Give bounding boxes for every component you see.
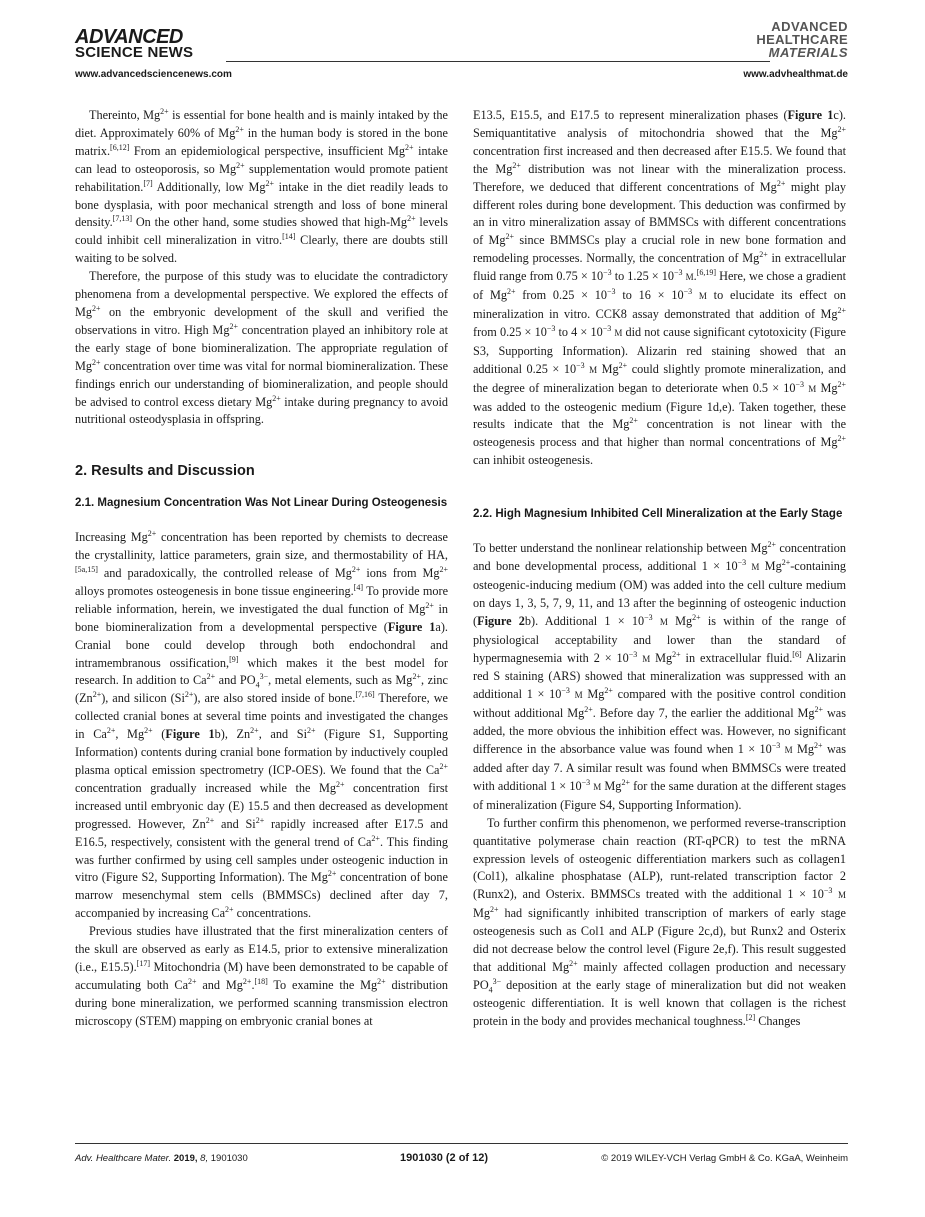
publisher-url[interactable]: www.advancedsciencenews.com xyxy=(75,69,232,80)
left-column xyxy=(75,107,448,1031)
header-rule xyxy=(226,61,770,62)
subsection-title-2-1: 2.1. Magnesium Concentration Was Not Linear During Osteogenesis xyxy=(75,497,448,510)
subsection-title-2-2: 2.2. High Magnesium Inhibited Cell Mineralization at the Early Stage xyxy=(473,508,843,521)
footer-article: 1901030 xyxy=(210,1153,248,1164)
journal-logo xyxy=(756,20,848,59)
footer-citation xyxy=(75,1153,248,1164)
left-paragraph-4: Previous studies have illustrated that the first mineralization centers of the skull are observed as early as E14.5, prior to extensive mineralization (i.e., E15.5).[17] Mitochondria (M) have been demonstrated to be capable of accumulating both $Ca^{2+}$ and $Mg^{2+}.[18]$ To examine the $Mg^{2+}$ distribution during bone mineralization, we performed scanning transmission electron microscopy (STEM) mapping on embryonic cranial bones at xyxy=(75,924,449,1028)
footer-copyright: © 2019 WILEY-VCH Verlag GmbH & Co. KGaA, Weinheim xyxy=(601,1153,848,1164)
journal-logo-line2: HEALTHCARE xyxy=(756,32,848,47)
right-paragraph-1: E13.5, E15.5, and E17.5 to represent mineralization phases (Figure 1c). Semiquantitative analysis of mitochondria showed that the $Mg^{2+}$ concentration first increased and then decreased after E15.5. We found that the $Mg^{2+}$ distribution was not linear with the mineralization process. Therefore, we deduced that different concentrations of $Mg^{2+}$ might play different roles during bone development. This deduction was confirmed by an in vitro mineralization assay of BMMSCs with different concentrations of $Mg^{2+}$ since BMMSCs play a crucial role in new bone formation and remodeling processes. Normally, the concentration of $Mg^{2+}$ in extracellular fluid range from $0.75 \times 10^{-3}$ to $1.25 \times 10^{-3}$ M.[6,19] Here, we chose a gradient of $Mg^{2+}$ from $0.25 \times 10^{-3}$ to $16 \times 10^{-3}$ M to elucidate its effect on mineralization in vitro. CCK8 assay demonstrated that addition of $Mg^{2+}$ from $0.25 \times 10^{-3}$ to $4 \times 10^{-3}$ M did not cause significant cytotoxicity (Figure S3, Supporting Information). Alizarin red staining showed that an additional $0.25 \times 10^{-3}$ M $Mg^{2+}$ could slightly promote mineralization, and the degree of mineralization began to deteriorate when $0.5 \times 10^{-3}$ M $Mg^{2+}$ was added to the osteogenic medium (Figure 1d,e). Taken together, these results indicate that the $Mg^{2+}$ concentration is not linear with the osteogenesis process and that higher than normal concentrations of $Mg^{2+}$ can inhibit osteogenesis. xyxy=(473,108,847,468)
publisher-logo-line1: ADVANCED xyxy=(75,26,183,48)
left-paragraph-2: Therefore, the purpose of this study was to elucidate the contradictory phenomena from a developmental perspective. We explored the effects of $Mg^{2+}$ on the embryonic development of the skull and verified the observations in vitro. High $Mg^{2+}$ concentration played an inhibitory role at the early stage of bone biomineralization. The appropriate regulation of $Mg^{2+}$ concentration over time was vital for normal biomineralization. These findings enrich our understanding of biomineralization, and people should be advised to control excess dietary $Mg^{2+}$ intake during pregnancy to avoid nutritional osteodysplasia in offspring. xyxy=(75,269,448,427)
footer-volume: 8, xyxy=(200,1153,209,1164)
footer-journal: Adv. Healthcare Mater. xyxy=(75,1153,172,1164)
section-title: 2. Results and Discussion xyxy=(75,463,255,480)
journal-url[interactable]: www.advhealthmat.de xyxy=(743,69,848,80)
left-paragraph-3: Increasing $Mg^{2+}$ concentration has been reported by chemists to decrease the crystallinity, lattice parameters, grain size, and thermostability of HA,[5a,15] and paradoxically, the controlled release of $Mg^{2+}$ ions from $Mg^{2+}$ alloys promotes osteogenesis in bone tissue engineering.[4] To provide more reliable information, herein, we investigated the dual function of $Mg^{2+}$ in bone biomineralization from a developmental perspective (Figure 1a). Cranial bone could develop through both endochondral and intramembranous ossification,[9] which makes it the best model for research. In addition to $Ca^{2+}$ and $PO_4^{3-}$, metal elements, such as $Mg^{2+}$, zinc $(Zn^{2+})$, and silicon $(Si^{2+})$, are also stored inside of bone.[7,16] Therefore, we collected cranial bones at several time points and investigated the changes in $Ca^{2+}$, $Mg^{2+}$ (Figure 1b), $Zn^{2+}$, and $Si^{2+}$ (Figure S1, Supporting Information) contents during cranial bone formation by inductively coupled plasma optical emission spectrometry (ICP-OES). We found that the $Ca^{2+}$ concentration gradually increased while the $Mg^{2+}$ concentration first increased until embryonic day (E) 15.5 and then decreased as development progressed. However, $Zn^{2+}$ and $Si^{2+}$ rapidly increased after E17.5 and E16.5, respectively, consistent with the general trend of $Ca^{2+}$. This finding was further confirmed by using cell samples under osteogenic induction in vitro (Figure S2, Supporting Information). The $Mg^{2+}$ concentration of bone marrow mesenchymal stem cells (BMMSCs) declined after day 7, accompanied by increasing $Ca^{2+}$ concentrations. xyxy=(75,529,449,921)
right-column xyxy=(473,107,846,1031)
publisher-logo xyxy=(75,26,194,61)
journal-logo-line1: ADVANCED xyxy=(771,19,848,34)
journal-logo-line3: MATERIALS xyxy=(768,45,848,60)
publisher-logo-line2: SCIENCE NEWS xyxy=(75,44,194,61)
page-number: 1901030 (2 of 12) xyxy=(400,1152,489,1164)
right-paragraph-2: To better understand the nonlinear relationship between $Mg^{2+}$ concentration and bone developmental process, additional $1 \times 10^{-3}$ M $Mg^{2+}$-containing osteogenic-inducing medium (OM) was added into the cell culture medium on days 1, 3, 5, 7, 9, 11, and 13 after the beginning of osteogenic induction (Figure 2b). Additional $1 \times 10^{-3}$ M $Mg^{2+}$ is within of the range of physiological acceptability and lower than the standard of hypermagnesemia with $2 \times 10^{-3}$ M $Mg^{2+}$ in extracellular fluid.[6] Alizarin red S staining (ARS) showed that mineralization was suppressed with an additional $1 \times 10^{-3}$ M $Mg^{2+}$ compared with the positive control condition without additional $Mg^{2+}$. Before day 7, the earlier the additional $Mg^{2+}$ was added, the more obvious the inhibition effect was. However, no significant difference in the absorbance value was found when $1 \times 10^{-3}$ M $Mg^{2+}$ was added after day 7. A similar result was found when BMMSCs were treated with additional $1 \times 10^{-3}$ M $Mg^{2+}$ for the same duration at the different stages of mineralization (Figure S4, Supporting Information). xyxy=(473,540,847,812)
left-paragraph-1: Thereinto, $Mg^{2+}$ is essential for bone health and is mainly intaked by the diet. Approximately 60% of $Mg^{2+}$ in the human body is stored in the bone matrix.[6,12] From an epidemiological perspective, insufficient $Mg^{2+}$ intake can lead to osteoporosis, so $Mg^{2+}$ supplementation would promote patient rehabilitation.[7] Additionally, low $Mg^{2+}$ intake in the diet readily leads to bone dysplasia, with poor mechanical strength and loss of bone mineral density.[7,13] On the other hand, some studies showed that high-$Mg^{2+}$ levels could inhibit cell mineralization in vitro.[14] Clearly, there are doubts still waiting to be solved. xyxy=(75,106,448,266)
footer-year: 2019, xyxy=(173,1153,198,1164)
right-paragraph-3: To further confirm this phenomenon, we performed reverse-transcription quantitative polymerase chain reaction (RT-qPCR) to test the mRNA expression levels of osteogenic differentiation markers such as collagen1 (Col1), alkaline phosphatase (ALP), runt-related transcription factor 2 (Runx2), and Osterix. BMMSCs treated with the additional $1 \times 10^{-3}$ M $Mg^{2+}$ had significantly inhibited transcription of markers of early stage osteogenesis such as Col1 and ALP (Figure 2c,d), but Runx2 and Osterix did not decrease below the control level (Figure 2e,f). This result suggested that additional $Mg^{2+}$ mainly affected collagen production and necessary $PO_4^{3-}$ deposition at the early stage of mineralization but did not weaken osteogenic differentiation. It is well known that collagen is the richest protein in the body and provides mechanical toughness.[2] Changes xyxy=(473,815,847,1028)
footer-rule xyxy=(75,1143,848,1144)
